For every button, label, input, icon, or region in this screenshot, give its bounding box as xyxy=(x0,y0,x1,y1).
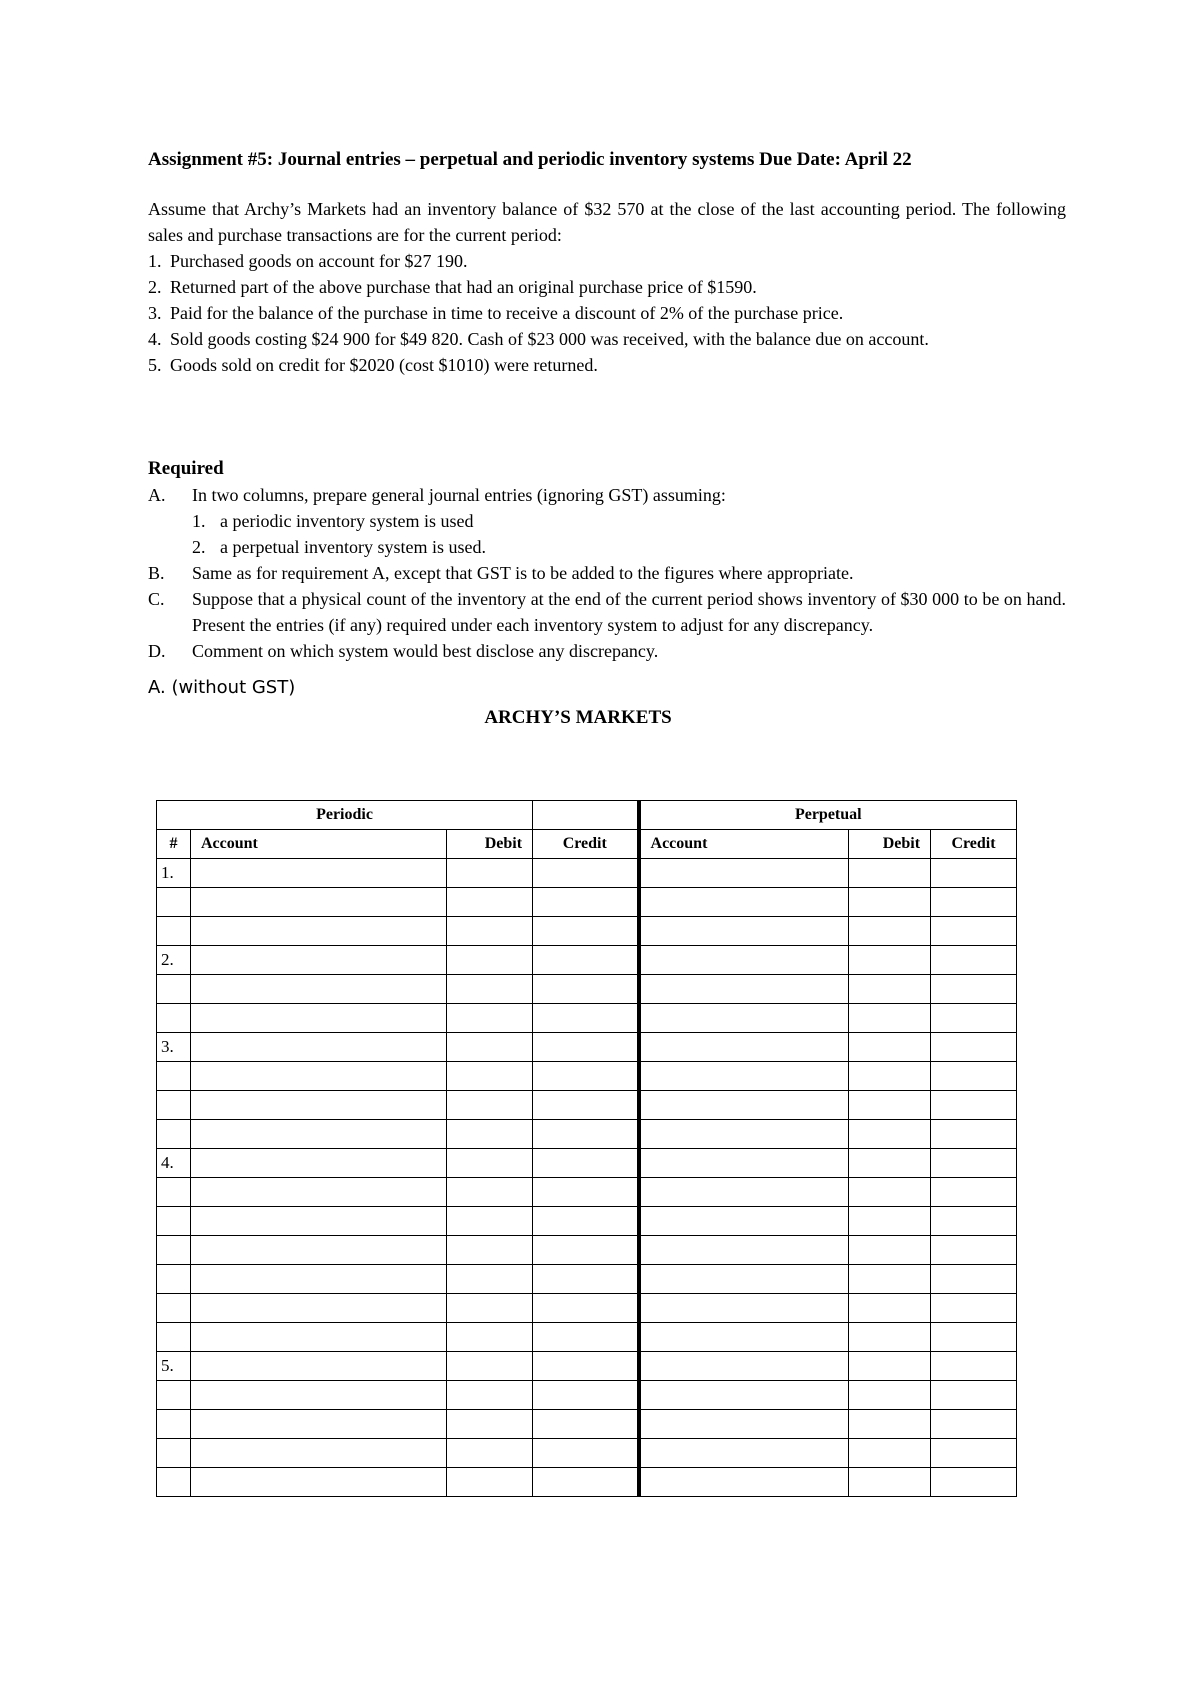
required-subitem xyxy=(148,508,1066,534)
perpetual-credit-cell[interactable] xyxy=(931,1352,1017,1381)
perpetual-debit-cell[interactable] xyxy=(849,1091,931,1120)
required-letter: B. xyxy=(148,563,165,583)
table-row xyxy=(157,1381,1017,1410)
required-text: Suppose that a physical count of the inventory at the end of the current period shows inventory of $30 000 to be on hand. Present the entries (if any) required under each inventory system to adjust for any discrepancy. xyxy=(192,589,1066,635)
periodic-credit-cell[interactable] xyxy=(533,859,639,888)
table-row xyxy=(157,1178,1017,1207)
assignment-title: Assignment #5: Journal entries – perpetual and periodic inventory systems Due Date: April 22 xyxy=(148,149,912,170)
perpetual-account-cell[interactable] xyxy=(639,1062,849,1091)
transaction-item xyxy=(148,326,1066,352)
transaction-text: Paid for the balance of the purchase in time to receive a discount of 2% of the purchase price. xyxy=(170,303,844,323)
periodic-account-cell[interactable] xyxy=(191,1410,447,1439)
periodic-account-cell[interactable] xyxy=(191,1033,447,1062)
perpetual-header: Perpetual xyxy=(639,801,1017,830)
perpetual-credit-cell[interactable] xyxy=(931,1004,1017,1033)
periodic-credit-cell[interactable] xyxy=(533,1149,639,1178)
row-number-cell xyxy=(157,1294,191,1323)
required-item xyxy=(148,560,1066,586)
col-periodic-debit-header: Debit xyxy=(447,830,533,859)
row-number-cell xyxy=(157,1120,191,1149)
perpetual-credit-cell[interactable] xyxy=(931,1468,1017,1497)
periodic-debit-cell[interactable] xyxy=(447,1033,533,1062)
periodic-debit-cell[interactable] xyxy=(447,859,533,888)
row-number-cell: 5. xyxy=(157,1352,191,1381)
row-number-cell: 1. xyxy=(157,859,191,888)
periodic-debit-cell[interactable] xyxy=(447,1178,533,1207)
periodic-credit-cell[interactable] xyxy=(533,1004,639,1033)
row-number-cell xyxy=(157,1091,191,1120)
perpetual-credit-cell[interactable] xyxy=(931,975,1017,1004)
row-number-cell xyxy=(157,917,191,946)
perpetual-account-cell[interactable] xyxy=(639,1091,849,1120)
transaction-item xyxy=(148,352,1066,378)
required-text: In two columns, prepare general journal entries (ignoring GST) assuming: xyxy=(192,485,726,505)
table-row xyxy=(157,1439,1017,1468)
periodic-account-cell[interactable] xyxy=(191,1381,447,1410)
col-periodic-account-header: Account xyxy=(191,830,447,859)
periodic-account-cell[interactable] xyxy=(191,1439,447,1468)
transaction-item xyxy=(148,274,1066,300)
perpetual-debit-cell[interactable] xyxy=(849,1207,931,1236)
perpetual-credit-cell[interactable] xyxy=(931,1149,1017,1178)
periodic-debit-cell[interactable] xyxy=(447,1149,533,1178)
periodic-account-cell[interactable] xyxy=(191,1265,447,1294)
perpetual-debit-cell[interactable] xyxy=(849,1178,931,1207)
row-number-cell: 2. xyxy=(157,946,191,975)
perpetual-debit-cell[interactable] xyxy=(849,975,931,1004)
periodic-account-cell[interactable] xyxy=(191,917,447,946)
perpetual-account-cell[interactable] xyxy=(639,1352,849,1381)
intro-paragraph: Assume that Archy’s Markets had an inventory balance of $32 570 at the close of the last accounting period. The following sales and purchase transactions are for the current period: xyxy=(148,199,1066,245)
table-row xyxy=(157,1468,1017,1497)
perpetual-account-cell[interactable] xyxy=(639,1265,849,1294)
perpetual-credit-cell[interactable] xyxy=(931,1381,1017,1410)
periodic-debit-cell[interactable] xyxy=(447,946,533,975)
table-row xyxy=(157,1091,1017,1120)
periodic-debit-cell[interactable] xyxy=(447,917,533,946)
transaction-item xyxy=(148,300,1066,326)
required-item xyxy=(148,638,1066,664)
perpetual-debit-cell[interactable] xyxy=(849,1004,931,1033)
periodic-credit-cell[interactable] xyxy=(533,1120,639,1149)
perpetual-account-cell[interactable] xyxy=(639,1468,849,1497)
periodic-account-cell[interactable] xyxy=(191,888,447,917)
perpetual-account-cell[interactable] xyxy=(639,1236,849,1265)
periodic-account-cell[interactable] xyxy=(191,1294,447,1323)
perpetual-credit-cell[interactable] xyxy=(931,1120,1017,1149)
perpetual-credit-cell[interactable] xyxy=(931,946,1017,975)
perpetual-debit-cell[interactable] xyxy=(849,1149,931,1178)
perpetual-account-cell[interactable] xyxy=(639,1207,849,1236)
perpetual-credit-cell[interactable] xyxy=(931,1236,1017,1265)
table-row xyxy=(157,975,1017,1004)
periodic-credit-cell[interactable] xyxy=(533,1352,639,1381)
row-number-cell xyxy=(157,975,191,1004)
periodic-account-cell[interactable] xyxy=(191,1149,447,1178)
table-row xyxy=(157,917,1017,946)
table-row xyxy=(157,1265,1017,1294)
periodic-debit-cell[interactable] xyxy=(447,1265,533,1294)
periodic-account-cell[interactable] xyxy=(191,1091,447,1120)
perpetual-debit-cell[interactable] xyxy=(849,1120,931,1149)
periodic-account-cell[interactable] xyxy=(191,946,447,975)
perpetual-credit-cell[interactable] xyxy=(931,1323,1017,1352)
perpetual-debit-cell[interactable] xyxy=(849,888,931,917)
periodic-credit-cell[interactable] xyxy=(533,1236,639,1265)
periodic-credit-cell[interactable] xyxy=(533,975,639,1004)
perpetual-debit-cell[interactable] xyxy=(849,1468,931,1497)
table-row xyxy=(157,1207,1017,1236)
perpetual-credit-cell[interactable] xyxy=(931,1294,1017,1323)
perpetual-debit-cell[interactable] xyxy=(849,946,931,975)
perpetual-account-cell[interactable] xyxy=(639,1149,849,1178)
periodic-credit-cell[interactable] xyxy=(533,1207,639,1236)
perpetual-credit-cell[interactable] xyxy=(931,1410,1017,1439)
row-number-cell xyxy=(157,1004,191,1033)
periodic-credit-cell[interactable] xyxy=(533,1294,639,1323)
table-row xyxy=(157,1120,1017,1149)
required-text: Same as for requirement A, except that GST is to be added to the figures where appropriate. xyxy=(192,563,854,583)
perpetual-account-cell[interactable] xyxy=(639,1381,849,1410)
row-number-cell xyxy=(157,1381,191,1410)
perpetual-debit-cell[interactable] xyxy=(849,1062,931,1091)
perpetual-debit-cell[interactable] xyxy=(849,1439,931,1468)
periodic-debit-cell[interactable] xyxy=(447,1207,533,1236)
perpetual-debit-cell[interactable] xyxy=(849,1294,931,1323)
row-number-cell xyxy=(157,1468,191,1497)
table-row xyxy=(157,1062,1017,1091)
table-row xyxy=(157,1236,1017,1265)
perpetual-credit-cell[interactable] xyxy=(931,917,1017,946)
periodic-debit-cell[interactable] xyxy=(447,1120,533,1149)
required-letter: C. xyxy=(148,589,165,609)
perpetual-account-cell[interactable] xyxy=(639,975,849,1004)
periodic-debit-cell[interactable] xyxy=(447,1236,533,1265)
row-number-cell xyxy=(157,1178,191,1207)
periodic-credit-cell[interactable] xyxy=(533,1381,639,1410)
table-row xyxy=(157,888,1017,917)
section-label: A. (without GST) xyxy=(148,677,296,698)
perpetual-debit-cell[interactable] xyxy=(849,1033,931,1062)
table-row xyxy=(157,1294,1017,1323)
periodic-debit-cell[interactable] xyxy=(447,1439,533,1468)
perpetual-account-cell[interactable] xyxy=(639,1120,849,1149)
perpetual-credit-cell[interactable] xyxy=(931,1091,1017,1120)
required-subitem-number: 2. xyxy=(192,537,206,557)
perpetual-debit-cell[interactable] xyxy=(849,1323,931,1352)
periodic-debit-cell[interactable] xyxy=(447,888,533,917)
row-number-cell xyxy=(157,1062,191,1091)
row-number-cell xyxy=(157,1207,191,1236)
required-list xyxy=(148,482,1066,664)
table-row xyxy=(157,1149,1017,1178)
periodic-debit-cell[interactable] xyxy=(447,1352,533,1381)
journal-table xyxy=(156,800,1017,1497)
periodic-account-cell[interactable] xyxy=(191,859,447,888)
table-row xyxy=(157,946,1017,975)
perpetual-credit-cell[interactable] xyxy=(931,1207,1017,1236)
row-number-cell xyxy=(157,1265,191,1294)
periodic-account-cell[interactable] xyxy=(191,1323,447,1352)
periodic-account-cell[interactable] xyxy=(191,1352,447,1381)
transaction-text: Returned part of the above purchase that had an original purchase price of $1590. xyxy=(170,277,757,297)
periodic-debit-cell[interactable] xyxy=(447,1323,533,1352)
col-number-header: # xyxy=(157,830,191,859)
periodic-credit-cell[interactable] xyxy=(533,888,639,917)
perpetual-account-cell[interactable] xyxy=(639,1004,849,1033)
perpetual-debit-cell[interactable] xyxy=(849,859,931,888)
required-letter: D. xyxy=(148,641,166,661)
periodic-debit-cell[interactable] xyxy=(447,1062,533,1091)
table-row xyxy=(157,1323,1017,1352)
col-perpetual-account-header: Account xyxy=(639,830,849,859)
perpetual-account-cell[interactable] xyxy=(639,1294,849,1323)
document-page xyxy=(148,148,1066,730)
perpetual-credit-cell[interactable] xyxy=(931,1265,1017,1294)
perpetual-account-cell[interactable] xyxy=(639,859,849,888)
required-item xyxy=(148,586,1066,638)
perpetual-debit-cell[interactable] xyxy=(849,917,931,946)
company-name: ARCHY’S MARKETS xyxy=(484,707,672,728)
required-subitem-number: 1. xyxy=(192,511,206,531)
perpetual-debit-cell[interactable] xyxy=(849,1381,931,1410)
perpetual-credit-cell[interactable] xyxy=(931,1439,1017,1468)
transaction-number: 5. xyxy=(148,355,162,375)
perpetual-credit-cell[interactable] xyxy=(931,888,1017,917)
row-number-cell xyxy=(157,1236,191,1265)
transaction-text: Sold goods costing $24 900 for $49 820. Cash of $23 000 was received, with the balance due on account. xyxy=(170,329,929,349)
periodic-debit-cell[interactable] xyxy=(447,1294,533,1323)
transaction-number: 4. xyxy=(148,329,162,349)
periodic-credit-cell[interactable] xyxy=(533,1439,639,1468)
table-group-header-row xyxy=(157,801,1017,830)
periodic-debit-cell[interactable] xyxy=(447,1410,533,1439)
required-subitem-text: a perpetual inventory system is used. xyxy=(220,537,486,557)
table-row xyxy=(157,859,1017,888)
perpetual-account-cell[interactable] xyxy=(639,917,849,946)
perpetual-debit-cell[interactable] xyxy=(849,1410,931,1439)
perpetual-debit-cell[interactable] xyxy=(849,1236,931,1265)
col-periodic-credit-header: Credit xyxy=(533,830,639,859)
row-number-cell: 3. xyxy=(157,1033,191,1062)
perpetual-credit-cell[interactable] xyxy=(931,1033,1017,1062)
transaction-number: 2. xyxy=(148,277,162,297)
periodic-credit-cell[interactable] xyxy=(533,1033,639,1062)
periodic-debit-cell[interactable] xyxy=(447,1381,533,1410)
perpetual-debit-cell[interactable] xyxy=(849,1352,931,1381)
table-column-header-row xyxy=(157,830,1017,859)
perpetual-account-cell[interactable] xyxy=(639,888,849,917)
transaction-text: Goods sold on credit for $2020 (cost $1010) were returned. xyxy=(170,355,598,375)
col-perpetual-debit-header: Debit xyxy=(849,830,931,859)
transaction-number: 3. xyxy=(148,303,162,323)
perpetual-credit-cell[interactable] xyxy=(931,1178,1017,1207)
table-row xyxy=(157,1004,1017,1033)
periodic-account-cell[interactable] xyxy=(191,1004,447,1033)
periodic-debit-cell[interactable] xyxy=(447,975,533,1004)
periodic-account-cell[interactable] xyxy=(191,1207,447,1236)
periodic-credit-cell[interactable] xyxy=(533,1091,639,1120)
periodic-credit-cell[interactable] xyxy=(533,1410,639,1439)
perpetual-account-cell[interactable] xyxy=(639,1323,849,1352)
periodic-credit-cell[interactable] xyxy=(533,917,639,946)
periodic-debit-cell[interactable] xyxy=(447,1091,533,1120)
periodic-account-cell[interactable] xyxy=(191,1178,447,1207)
periodic-account-cell[interactable] xyxy=(191,1236,447,1265)
periodic-credit-cell[interactable] xyxy=(533,1468,639,1497)
transaction-text: Purchased goods on account for $27 190. xyxy=(170,251,468,271)
periodic-header: Periodic xyxy=(157,801,533,830)
perpetual-debit-cell[interactable] xyxy=(849,1265,931,1294)
periodic-account-cell[interactable] xyxy=(191,1468,447,1497)
row-number-cell: 4. xyxy=(157,1149,191,1178)
periodic-account-cell[interactable] xyxy=(191,1062,447,1091)
periodic-account-cell[interactable] xyxy=(191,1120,447,1149)
transaction-list xyxy=(148,248,1066,378)
perpetual-credit-cell[interactable] xyxy=(931,1062,1017,1091)
periodic-account-cell[interactable] xyxy=(191,975,447,1004)
required-item xyxy=(148,482,1066,508)
required-heading: Required xyxy=(148,458,224,479)
table-row xyxy=(157,1410,1017,1439)
row-number-cell xyxy=(157,1439,191,1468)
row-number-cell xyxy=(157,1323,191,1352)
perpetual-credit-cell[interactable] xyxy=(931,859,1017,888)
perpetual-account-cell[interactable] xyxy=(639,1439,849,1468)
periodic-credit-cell[interactable] xyxy=(533,1323,639,1352)
blank-header-cell xyxy=(533,801,639,830)
periodic-credit-cell[interactable] xyxy=(533,946,639,975)
periodic-debit-cell[interactable] xyxy=(447,1004,533,1033)
periodic-credit-cell[interactable] xyxy=(533,1178,639,1207)
required-text: Comment on which system would best disclose any discrepancy. xyxy=(192,641,659,661)
perpetual-account-cell[interactable] xyxy=(639,1410,849,1439)
perpetual-account-cell[interactable] xyxy=(639,946,849,975)
perpetual-account-cell[interactable] xyxy=(639,1033,849,1062)
table-row xyxy=(157,1352,1017,1381)
perpetual-account-cell[interactable] xyxy=(639,1178,849,1207)
table-row xyxy=(157,1033,1017,1062)
periodic-credit-cell[interactable] xyxy=(533,1265,639,1294)
periodic-credit-cell[interactable] xyxy=(533,1062,639,1091)
required-letter: A. xyxy=(148,485,166,505)
row-number-cell xyxy=(157,1410,191,1439)
transaction-number: 1. xyxy=(148,251,162,271)
required-subitem-text: a periodic inventory system is used xyxy=(220,511,474,531)
col-perpetual-credit-header: Credit xyxy=(931,830,1017,859)
required-subitem xyxy=(148,534,1066,560)
periodic-debit-cell[interactable] xyxy=(447,1468,533,1497)
transaction-item xyxy=(148,248,1066,274)
row-number-cell xyxy=(157,888,191,917)
